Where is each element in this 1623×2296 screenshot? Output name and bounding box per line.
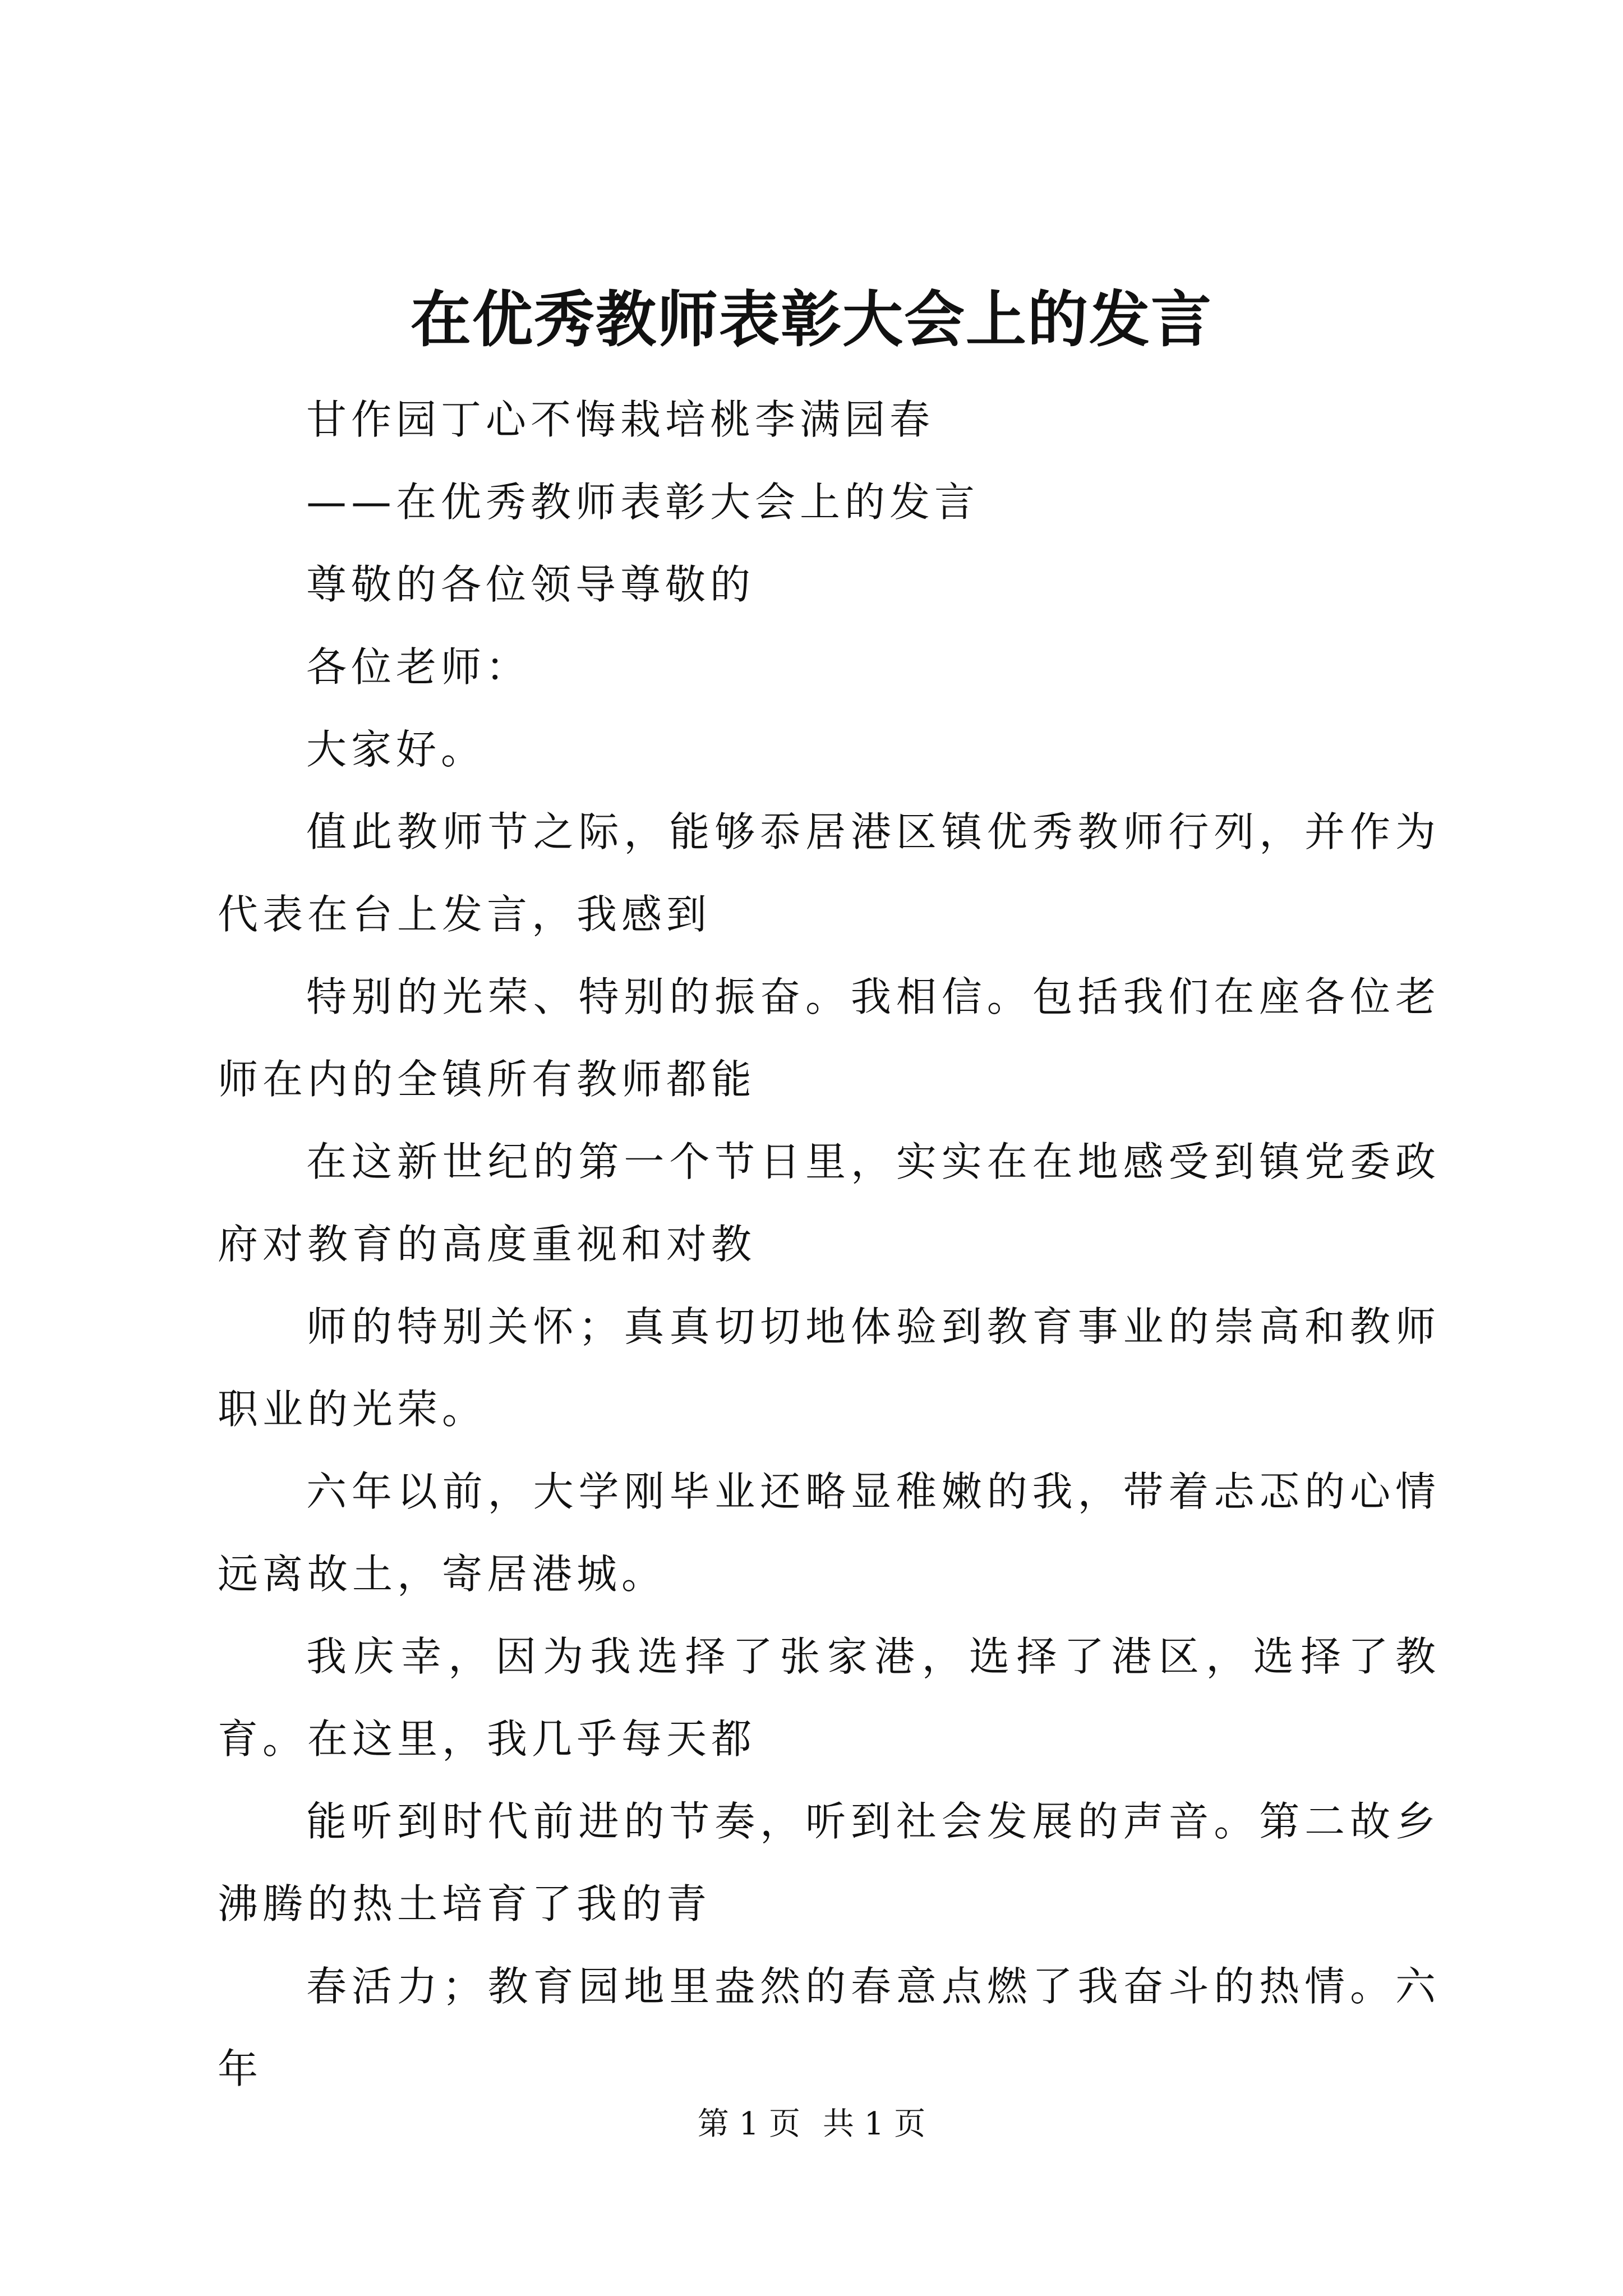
paragraph: 甘作园丁心不悔栽培桃李满园春 (306, 396, 935, 443)
paragraph: 我庆幸，因为我选择了张家港，选择了港区，选择了教育。在这里，我几乎每天都 (218, 1633, 1440, 1763)
paragraph: 大家好。 (306, 726, 486, 773)
page-total: 共 1 页 (823, 2106, 926, 2142)
paragraph: ——在优秀教师表彰大会上的发言 (306, 478, 980, 526)
paragraph: 尊敬的各位领导尊敬的 (306, 561, 755, 608)
document-body (218, 379, 1440, 2110)
paragraph: 师的特别关怀；真真切切地体验到教育事业的崇高和教师职业的光荣。 (218, 1303, 1440, 1433)
paragraph: 能听到时代前进的节奏，听到社会发展的声音。第二故乡沸腾的热土培育了我的青 (218, 1798, 1440, 1927)
document-title: 在优秀教师表彰大会上的发言 (410, 284, 1212, 355)
paragraph: 特别的光荣、特别的振奋。我相信。包括我们在座各位老师在内的全镇所有教师都能 (218, 973, 1440, 1103)
paragraph: 在这新世纪的第一个节日里，实实在在地感受到镇党委政府对教育的高度重视和对教 (218, 1138, 1440, 1268)
page-footer (0, 2105, 1623, 2144)
page-number: 第 1 页 (697, 2106, 800, 2142)
paragraph: 各位老师： (306, 643, 531, 691)
paragraph: 六年以前，大学刚毕业还略显稚嫩的我，带着忐忑的心情远离故土，寄居港城。 (218, 1468, 1440, 1598)
paragraph: 春活力；教育园地里盎然的春意点燃了我奋斗的热情。六年 (218, 1963, 1440, 2092)
paragraph: 值此教师节之际，能够忝居港区镇优秀教师行列，并作为代表在台上发言，我感到 (218, 808, 1440, 938)
